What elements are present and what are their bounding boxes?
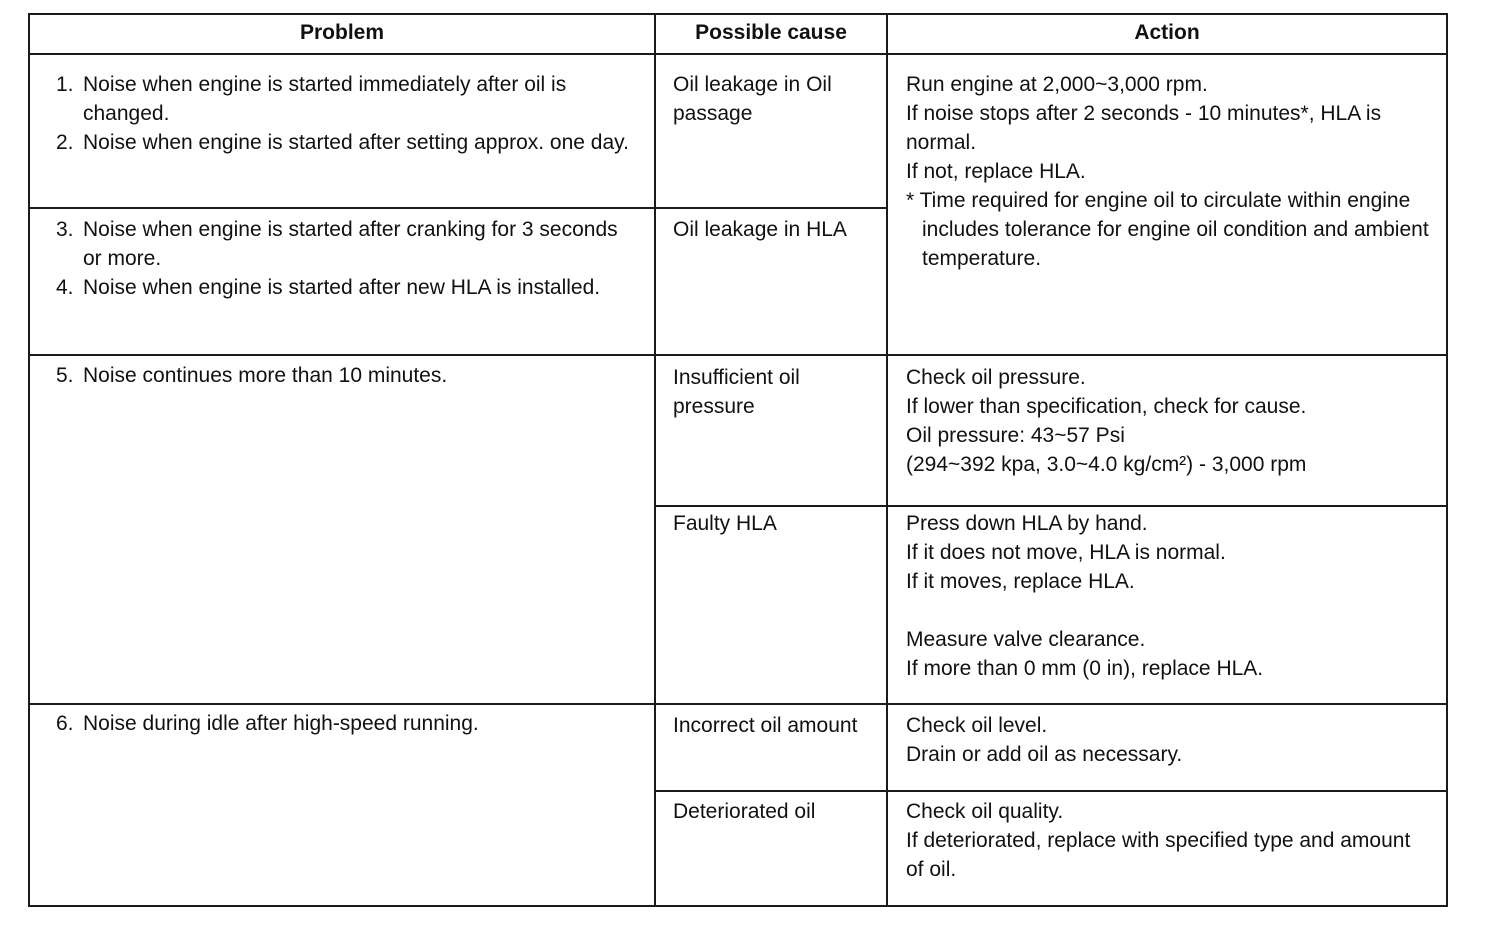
- header-problem: Problem: [299, 21, 385, 44]
- list-item: [56, 128, 636, 157]
- column-divider: [654, 15, 656, 905]
- row-divider: [30, 207, 888, 209]
- action-line: Drain or add oil as necessary.: [906, 743, 1183, 766]
- action-line: Oil pressure: 43~57 Psi: [906, 424, 1125, 447]
- action-line: If lower than specification, check for cause.: [906, 395, 1307, 418]
- list-item: [56, 70, 636, 128]
- item-number: 3.: [56, 218, 74, 241]
- action-line: Run engine at 2,000~3,000 rpm.: [906, 73, 1208, 96]
- action-cell: [906, 797, 1426, 884]
- action-line: If deteriorated, replace with specified type and amount of oil.: [906, 829, 1411, 881]
- action-line: Check oil quality.: [906, 800, 1064, 823]
- cause-cell: Oil leakage in Oil passage: [673, 73, 832, 125]
- action-line: Press down HLA by hand.: [906, 512, 1148, 535]
- item-number: 2.: [56, 131, 74, 154]
- footnote-line: * Time required for engine oil to circulate within engine includes tolerance for engine oil condition and ambient temperature.: [906, 189, 1429, 270]
- action-line: If not, replace HLA.: [906, 160, 1086, 183]
- problem-text: Noise when engine is started after cranking for 3 seconds or more.: [83, 218, 618, 270]
- header-divider: [30, 53, 1446, 55]
- item-number: 1.: [56, 73, 74, 96]
- row-divider: [30, 703, 1446, 705]
- problem-cell: [56, 361, 636, 390]
- action-line: If more than 0 mm (0 in), replace HLA.: [906, 657, 1264, 680]
- action-cell: [906, 509, 1446, 683]
- header-action: Action: [1134, 21, 1200, 44]
- problem-cell: [56, 709, 636, 738]
- cause-cell: Faulty HLA: [673, 512, 777, 535]
- action-line: Check oil pressure.: [906, 366, 1086, 389]
- problem-text: Noise when engine is started after new HLA is installed.: [83, 276, 601, 299]
- problem-text: Noise when engine is started immediately after oil is changed.: [83, 73, 567, 125]
- header-possible-cause: Possible cause: [695, 21, 847, 44]
- list-item: [56, 361, 636, 390]
- cause-cell: Insufficient oil pressure: [673, 366, 800, 418]
- list-item: [56, 215, 636, 273]
- spacer: [906, 596, 1446, 625]
- action-line: Measure valve clearance.: [906, 628, 1146, 651]
- problem-cell: [56, 215, 636, 302]
- problem-text: Noise when engine is started after setting approx. one day.: [83, 131, 629, 154]
- row-divider: [654, 790, 1446, 792]
- item-number: 4.: [56, 276, 74, 299]
- action-cell: [906, 363, 1446, 479]
- action-cell: [906, 711, 1446, 769]
- list-item: [56, 273, 636, 302]
- cause-cell: Oil leakage in HLA: [673, 218, 847, 241]
- action-line: If it does not move, HLA is normal.: [906, 541, 1226, 564]
- problem-text: Noise continues more than 10 minutes.: [83, 364, 448, 387]
- list-item: [56, 709, 636, 738]
- row-divider: [30, 354, 1446, 356]
- action-line: If it moves, replace HLA.: [906, 570, 1135, 593]
- row-divider: [654, 505, 1446, 507]
- item-number: 5.: [56, 364, 74, 387]
- cause-cell: Deteriorated oil: [673, 800, 816, 823]
- action-line: (294~392 kpa, 3.0~4.0 kg/cm²) - 3,000 rpm: [906, 453, 1307, 476]
- item-number: 6.: [56, 712, 74, 735]
- action-line: Check oil level.: [906, 714, 1048, 737]
- troubleshooting-table: [28, 13, 1448, 907]
- column-divider: [886, 15, 888, 905]
- action-line: If noise stops after 2 seconds - 10 minutes*, HLA is normal.: [906, 102, 1382, 154]
- action-cell: [906, 70, 1446, 273]
- problem-cell: [56, 70, 636, 157]
- cause-cell: Incorrect oil amount: [673, 714, 858, 737]
- problem-text: Noise during idle after high-speed running.: [83, 712, 479, 735]
